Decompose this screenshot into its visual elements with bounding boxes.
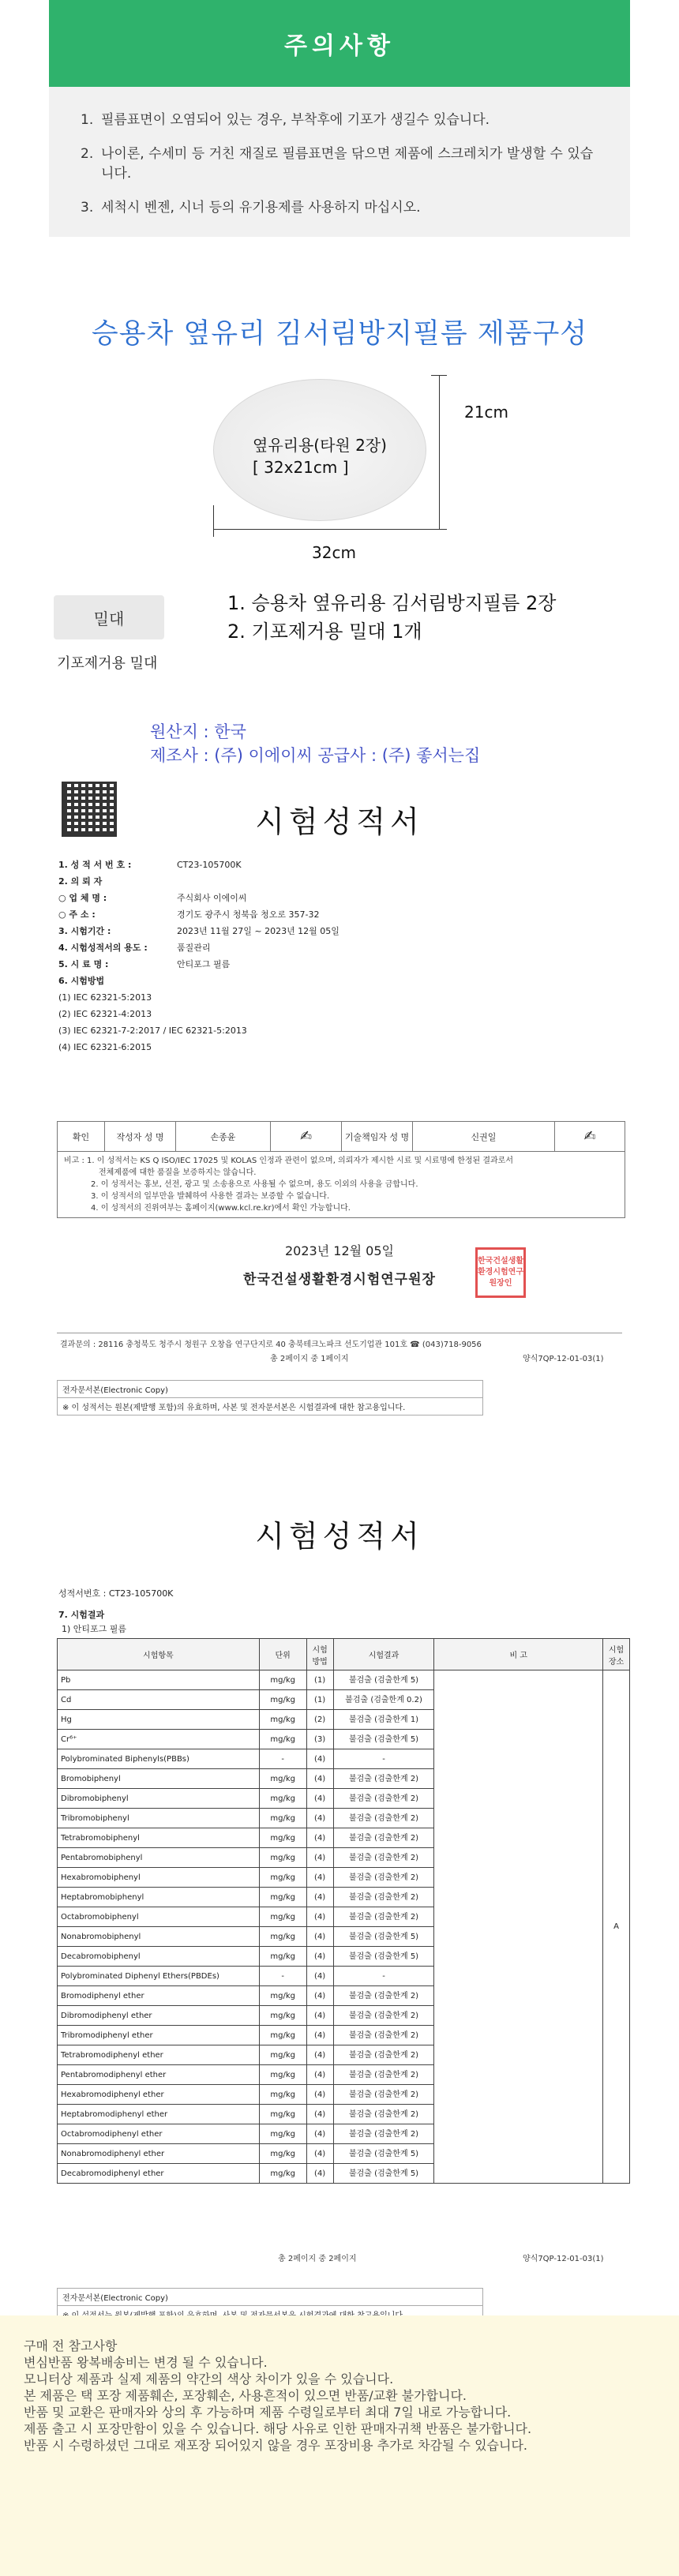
height-tick-top [431,375,447,376]
test-item-cell: Polybrominated Biphenyls(PBBs) [58,1749,260,1769]
notice-line: 반품 시 수령하셨던 그대로 재포장 되어있지 않을 경우 포장비용 추가로 차감될 수 있습니다. [24,2438,527,2453]
result-cell: - [333,1749,434,1769]
form-id: 양식7QP-12-01-03(1) [523,2255,604,2263]
unit-cell: - [259,1749,306,1769]
test-item-cell: Hexabromodiphenyl ether [58,2085,260,2105]
result-cell: 불검출 (검출한계 5) [333,2164,434,2184]
width-tick-left [213,505,214,537]
test-item-cell: Decabromodiphenyl ether [58,2164,260,2184]
method-cell: (3) [306,1730,333,1749]
method-cell: (4) [306,1927,333,1947]
certificate-title: 시험성적서 [255,804,424,839]
test-item-cell: Pentabromodiphenyl ether [58,2065,260,2085]
tech-name: 신권일 [413,1122,555,1151]
qr-code [62,782,117,837]
height-dimension-line [439,375,440,529]
unit-cell: mg/kg [259,1809,306,1828]
test-item-cell: Cr⁶⁺ [58,1730,260,1749]
method-cell: (4) [306,1809,333,1828]
test-item-cell: Octabromobiphenyl [58,1907,260,1927]
method-cell: (4) [306,2105,333,2124]
method-cell: (4) [306,2026,333,2045]
notice-line: 본 제품은 택 포장 제품훼손, 포장훼손, 사용흔적이 있으면 반품/교환 불가합니다. [24,2388,467,2403]
page-indicator: 총 2페이지 중 2페이지 [278,2255,357,2263]
method-cell: (4) [306,1986,333,2006]
result-cell: 불검출 (검출한계 2) [333,1986,434,2006]
height-label: 21cm [464,403,508,422]
unit-cell: mg/kg [259,1907,306,1927]
result-cell: - [333,1967,434,1986]
origin-info [150,720,480,767]
results-table [57,1638,630,2184]
method-cell: (4) [306,2006,333,2026]
result-cell: 불검출 (검출한계 2) [333,1828,434,1848]
method-cell: (4) [306,1868,333,1888]
result-cell: 불검출 (검출한계 2) [333,1907,434,1927]
info-row: (2) IEC 62321-4:2013 [58,1009,152,1019]
confirm-label: 확인 [58,1122,105,1151]
test-item-cell: Dibromobiphenyl [58,1789,260,1809]
unit-cell: mg/kg [259,1868,306,1888]
result-cell: 불검출 (검출한계 5) [333,1947,434,1967]
unit-cell: - [259,1967,306,1986]
certificate-notes: 비고 : 1. 이 성적서는 KS Q ISO/IEC 17025 및 KOLAS 인정과 관련이 없으며, 의뢰자가 제시한 시료 및 시료명에 한정된 결과로서 전체제품에 대한 품질을 보증하지는 않습니다. 2. 이 성적서는 홍보, 선전, 광고 및 소송용으로 사용될 수 없으며, 용도 이외의 사용을 금합니다. 3. 이 성적서의 일부만을 발췌하여 사용한 결과는 보증할 수 없습니다. 4. 이 성적서의 진위여부는 홈페이지(www.kcl.re.kr)에서 확인 가능합니다. [64,1157,513,1213]
method-cell: (4) [306,2164,333,2184]
method-cell: (4) [306,1828,333,1848]
form-id: 양식7QP-12-01-03(1) [523,1355,604,1363]
unit-cell: mg/kg [259,2144,306,2164]
result-cell: 불검출 (검출한계 2) [333,2026,434,2045]
caution-item: 1. 필름표면이 오염되어 있는 경우, 부착후에 기포가 생길수 있습니다. [81,112,490,128]
unit-cell: mg/kg [259,2105,306,2124]
result-cell: 불검출 (검출한계 2) [333,2105,434,2124]
test-item-cell: Nonabromobiphenyl [58,1927,260,1947]
method-cell: (1) [306,1670,333,1690]
test-item-cell: Bromodiphenyl ether [58,1986,260,2006]
test-certificate-page-2 [49,1512,630,2282]
institute-name: 한국건설생활환경시험연구원장 [243,1272,436,1288]
result-cell: 불검출 (검출한계 5) [333,1927,434,1947]
test-item-cell: Decabromobiphenyl [58,1947,260,1967]
test-place-cell: A [603,1670,630,2184]
unit-cell: mg/kg [259,1947,306,1967]
unit-cell: mg/kg [259,1986,306,2006]
test-item-cell: Dibromodiphenyl ether [58,2006,260,2026]
test-item-cell: Bromobiphenyl [58,1769,260,1789]
squeegee-image: 밀대 [54,595,164,639]
unit-cell: mg/kg [259,2045,306,2065]
result-cell: 불검출 (검출한계 5) [333,1730,434,1749]
unit-cell: mg/kg [259,2085,306,2105]
result-cell: 불검출 (검출한계 2) [333,1848,434,1868]
result-cell: 불검출 (검출한계 2) [333,2045,434,2065]
manufacturer-supplier: 제조사 : (주) 이에이씨 공급사 : (주) 좋서는집 [150,746,481,765]
info-row: 5. 시 료 명 : 안티포그 필름 [58,959,231,969]
result-cell: 불검출 (검출한계 5) [333,1670,434,1690]
unit-cell: mg/kg [259,1670,306,1690]
composition-title: 승용차 옆유리 김서림방지필름 제품구성 [91,318,588,350]
method-cell: (1) [306,1690,333,1710]
composition-item: 2. 기포제거용 밀대 1개 [227,621,422,643]
test-item-cell: Tribromobiphenyl [58,1809,260,1828]
result-cell: 불검출 (검출한계 2) [333,2124,434,2144]
unit-cell: mg/kg [259,1888,306,1907]
method-cell: (4) [306,2085,333,2105]
method-cell: (4) [306,1848,333,1868]
table-row [58,1670,630,1690]
caution-section [49,0,630,237]
results-heading: 7. 시험결과 [58,1610,105,1620]
notice-title: 구매 전 참고사항 [24,2338,118,2353]
caution-item: 2. 나이론, 수세미 등 거친 재질로 필름표면을 닦으면 제품에 스크레치가 발생할 수 있습니다. [81,146,594,182]
unit-cell: mg/kg [259,1927,306,1947]
info-row: ○ 주 소 : 경기도 광주시 청북읍 청오로 357-32 [58,909,320,920]
result-cell: 불검출 (검출한계 5) [333,2144,434,2164]
sample-heading: 1) 안티포그 필름 [62,1624,127,1634]
test-item-cell: Tetrabromobiphenyl [58,1828,260,1848]
unit-cell: mg/kg [259,2065,306,2085]
result-cell: 불검출 (검출한계 0.2) [333,1690,434,1710]
test-item-cell: Nonabromodiphenyl ether [58,2144,260,2164]
notice-line: 변심반품 왕복배송비는 변경 될 수 있습니다. [24,2355,268,2370]
result-cell: 불검출 (검출한계 2) [333,1809,434,1828]
method-cell: (4) [306,1888,333,1907]
notice-line: 반품 및 교환은 판매자와 상의 후 가능하며 제품 수령일로부터 최대 7일 내로 가능합니다. [24,2405,512,2420]
test-certificate-page-1 [49,782,630,1378]
footer-address: 결과문의 : 28116 충청북도 청주시 청원구 오창읍 연구단지로 40 충북테크노파크 선도기업관 101호 ☎ (043)718-9056 [60,1340,482,1349]
unit-cell: mg/kg [259,1690,306,1710]
caution-item: 3. 세척시 벤젠, 시너 등의 유기용제를 사용하지 마십시오. [81,200,421,216]
signature-table [57,1121,625,1218]
info-row: 4. 시험성적서의 용도 : 품질관리 [58,943,211,953]
caution-list [49,87,630,218]
test-item-cell: Heptabromobiphenyl [58,1888,260,1907]
origin-country: 원산지 : 한국 [150,722,246,741]
info-row: 6. 시험방법 [58,976,105,986]
method-cell: (4) [306,1967,333,1986]
unit-cell: mg/kg [259,1769,306,1789]
test-item-cell: Hexabromobiphenyl [58,1868,260,1888]
test-item-cell: Tetrabromodiphenyl ether [58,2045,260,2065]
test-item-cell: Pb [58,1670,260,1690]
method-cell: (4) [306,1789,333,1809]
test-item-cell: Cd [58,1690,260,1710]
certificate-number: 성적서번호 : CT23-105700K [58,1588,174,1599]
test-item-cell: Octabromodiphenyl ether [58,2124,260,2144]
unit-cell: mg/kg [259,1789,306,1809]
info-row: 3. 시험기간 : 2023년 11월 27일 ~ 2023년 12월 05일 [58,926,340,936]
info-row: 1. 성 적 서 번 호 : CT23-105700K [58,860,242,870]
test-item-cell: Polybrominated Diphenyl Ethers(PBDEs) [58,1967,260,1986]
film-label: 옆유리용(타원 2장) [ 32x21cm ] [253,436,387,477]
official-seal: 한국건설생활환경시험연구원장인 [475,1247,526,1298]
tech-label: 기술책임자 성 명 [342,1122,413,1151]
unit-cell: mg/kg [259,2026,306,2045]
result-cell: 불검출 (검출한계 2) [333,2065,434,2085]
unit-cell: mg/kg [259,2164,306,2184]
unit-cell: mg/kg [259,1848,306,1868]
method-cell: (4) [306,1907,333,1927]
composition-list [227,589,556,646]
method-cell: (4) [306,2144,333,2164]
method-cell: (4) [306,2124,333,2144]
page-indicator: 총 2페이지 중 1페이지 [270,1355,349,1363]
tech-signature: ✍ [583,1128,596,1145]
notice-line: 모니터상 제품과 실제 제품의 약간의 색상 차이가 있을 수 있습니다. [24,2372,394,2387]
info-row: (3) IEC 62321-7-2:2017 / IEC 62321-5:2013 [58,1026,247,1036]
method-cell: (4) [306,1947,333,1967]
result-cell: 불검출 (검출한계 2) [333,2006,434,2026]
issue-date: 2023년 12월 05일 [285,1243,394,1258]
width-dimension-line [213,529,438,530]
writer-signature: ✍ [271,1122,342,1151]
unit-cell: mg/kg [259,1730,306,1749]
method-cell: (4) [306,1749,333,1769]
method-cell: (4) [306,2045,333,2065]
film-diagram [189,371,442,537]
certificate-info [58,857,611,1056]
info-row: 2. 의 뢰 자 [58,876,103,887]
result-cell: 불검출 (검출한계 2) [333,1888,434,1907]
unit-cell: mg/kg [259,2006,306,2026]
notice-line: 제품 출고 시 포장만함이 있을 수 있습니다. 해당 사유로 인한 판매자귀책 반품은 불가합니다. [24,2421,532,2436]
electronic-copy-box: 전자문서본(Electronic Copy) ※ 이 성적서는 원본(제발행 포함)의 유효하며, 사본 및 전자문서본은 시험결과에 대한 참고용입니다. [57,1380,483,1415]
method-cell: (2) [306,1710,333,1730]
result-cell: 불검출 (검출한계 1) [333,1710,434,1730]
method-cell: (4) [306,1769,333,1789]
result-cell: 불검출 (검출한계 2) [333,1769,434,1789]
unit-cell: mg/kg [259,1710,306,1730]
purchase-notice [0,2315,679,2576]
test-item-cell: Hg [58,1710,260,1730]
table-header-row: 시험항목 단위 시험방법 시험결과 비 고 시험장소 [58,1639,630,1670]
squeegee-caption: 기포제거용 밀대 [57,655,158,672]
composition-item: 1. 승용차 옆유리용 김서림방지필름 2장 [227,592,557,614]
width-label: 32cm [312,543,356,562]
unit-cell: mg/kg [259,1828,306,1848]
test-item-cell: Tribromodiphenyl ether [58,2026,260,2045]
caution-title: 주의사항 [49,0,630,87]
info-row: (4) IEC 62321-6:2015 [58,1042,152,1052]
writer-label: 작성자 성 명 [105,1122,176,1151]
test-item-cell: Heptabromodiphenyl ether [58,2105,260,2124]
method-cell: (4) [306,2065,333,2085]
electronic-copy-box: 전자문서본(Electronic Copy) [57,2288,483,2323]
remarks-cell [434,1670,603,2184]
info-row: ○ 업 체 명 : 주식회사 이에이씨 [58,893,247,903]
info-row: (1) IEC 62321-5:2013 [58,992,152,1003]
unit-cell: mg/kg [259,2124,306,2144]
test-item-cell: Pentabromobiphenyl [58,1848,260,1868]
notice-lines [0,2315,679,2476]
result-cell: 불검출 (검출한계 2) [333,2085,434,2105]
result-cell: 불검출 (검출한계 2) [333,1868,434,1888]
writer-name: 손종윤 [176,1122,271,1151]
certificate-title: 시험성적서 [255,1519,424,1554]
results-body [58,1670,630,2184]
result-cell: 불검출 (검출한계 2) [333,1789,434,1809]
